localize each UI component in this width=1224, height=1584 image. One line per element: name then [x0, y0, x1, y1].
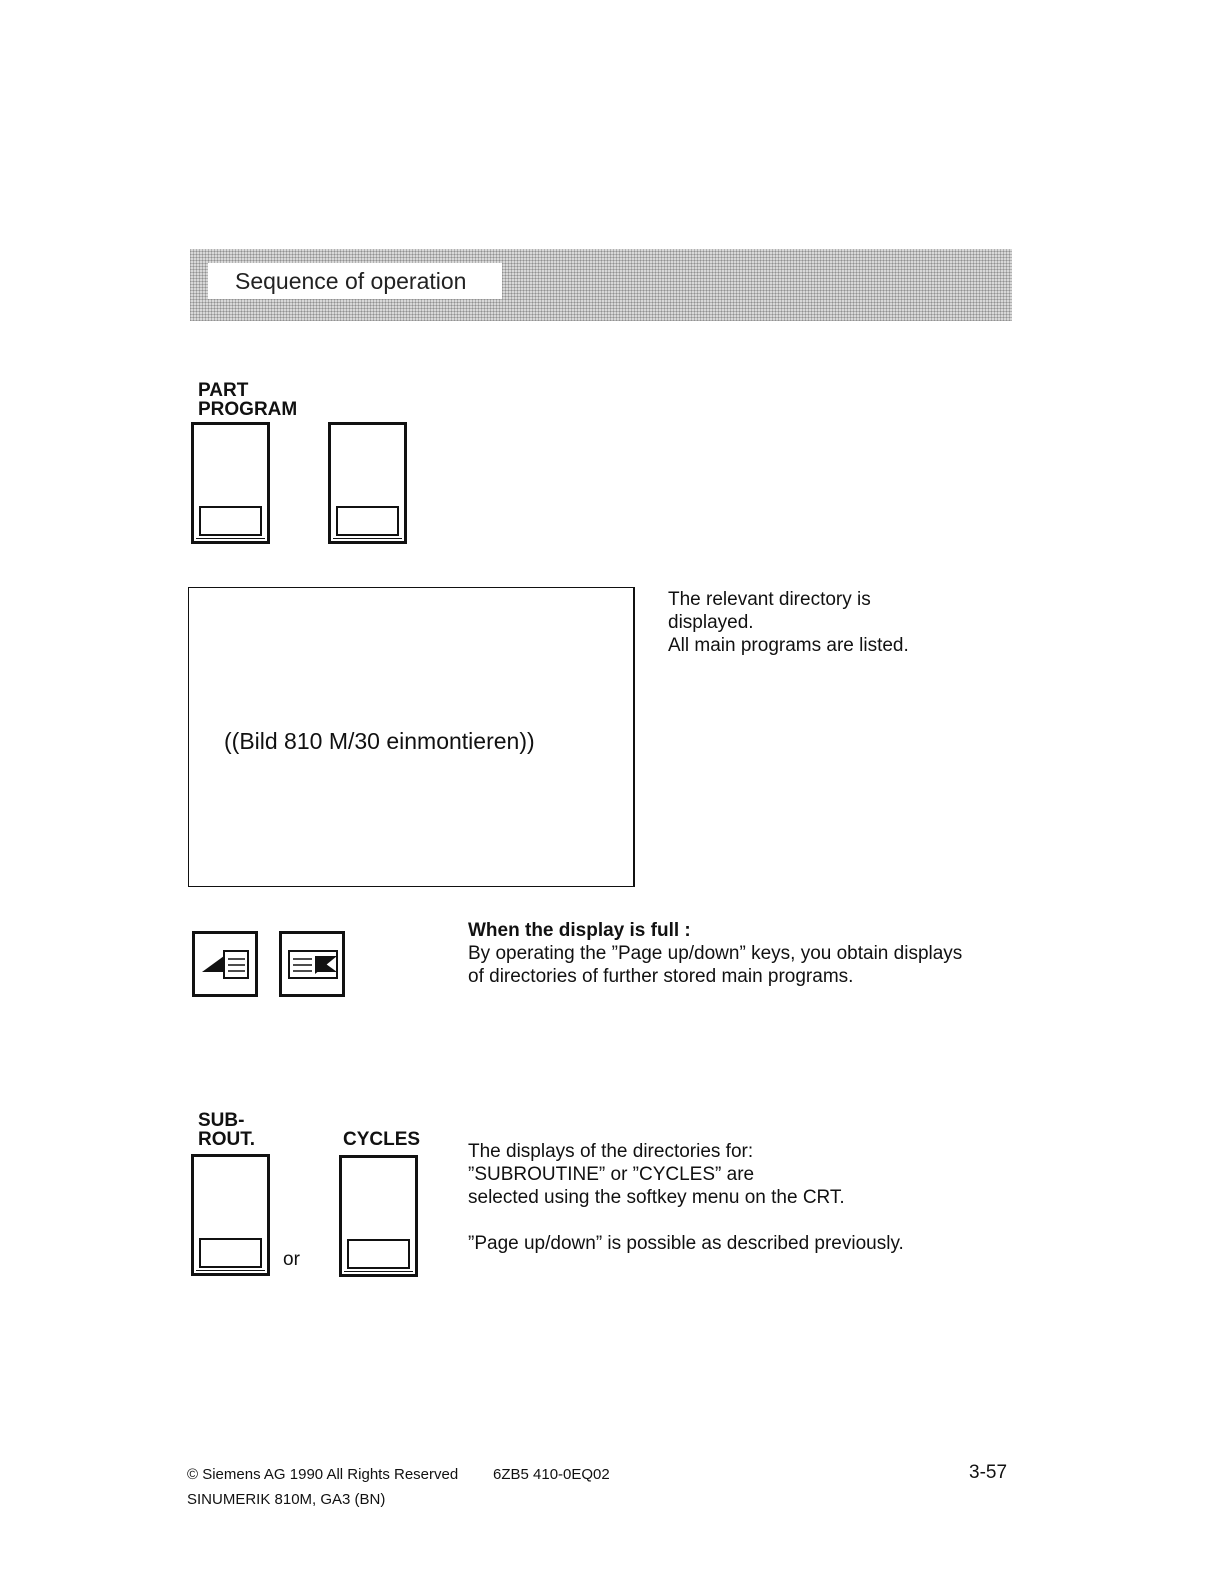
screen-placeholder-caption: ((Bild 810 M/30 einmontieren))	[224, 728, 535, 754]
section-banner	[190, 249, 1012, 321]
description-line: All main programs are listed.	[668, 635, 909, 656]
softkey-button-face	[199, 1238, 262, 1268]
subroutine-cycles-text	[468, 1140, 1008, 1255]
page-down-icon	[282, 934, 342, 994]
cycles-label: CYCLES	[343, 1129, 421, 1150]
page-keys-line: By operating the ”Page up/down” keys, you obtain displays	[468, 943, 963, 964]
description-line: displayed.	[668, 612, 754, 633]
subroutine-softkey[interactable]	[191, 1154, 270, 1276]
subrout-label-line1: SUB-	[198, 1110, 245, 1131]
page-keys-text	[468, 919, 1008, 988]
footer-order-number: 6ZB5 410-0EQ02	[493, 1466, 610, 1483]
text-line: The displays of the directories for:	[468, 1141, 754, 1162]
text-line: ”SUBROUTINE” or ”CYCLES” are	[468, 1164, 755, 1185]
page-up-key[interactable]	[192, 931, 258, 997]
part-program-softkey[interactable]	[191, 422, 270, 544]
subrout-label	[198, 1111, 255, 1149]
softkey-button-face	[199, 506, 262, 536]
page-keys-line: of directories of further stored main programs.	[468, 966, 854, 987]
softkey-button-face	[347, 1239, 410, 1269]
part-program-label-line1: PART	[198, 380, 249, 401]
cycles-softkey[interactable]	[339, 1155, 418, 1277]
page-keys-heading: When the display is full :	[468, 920, 691, 941]
text-line: selected using the softkey menu on the CRT.	[468, 1187, 845, 1208]
subrout-label-line2: ROUT.	[198, 1129, 255, 1150]
directory-description	[668, 588, 1008, 657]
page-number: 3-57	[969, 1462, 1008, 1483]
page-down-key[interactable]	[279, 931, 345, 997]
text-line: ”Page up/down” is possible as described previously.	[468, 1233, 904, 1254]
part-program-label	[198, 381, 297, 419]
footer-product: SINUMERIK 810M, GA3 (BN)	[187, 1491, 386, 1508]
description-line: The relevant directory is	[668, 589, 871, 610]
blank-line	[468, 1209, 1008, 1232]
section-title: Sequence of operation	[208, 263, 502, 299]
blank-softkey[interactable]	[328, 422, 407, 544]
softkey-button-face	[336, 506, 399, 536]
or-text: or	[283, 1249, 300, 1270]
crt-screen-placeholder	[188, 587, 635, 887]
part-program-label-line2: PROGRAM	[198, 399, 298, 420]
footer-copyright: © Siemens AG 1990 All Rights Reserved	[187, 1466, 459, 1483]
page-up-icon	[195, 934, 255, 994]
